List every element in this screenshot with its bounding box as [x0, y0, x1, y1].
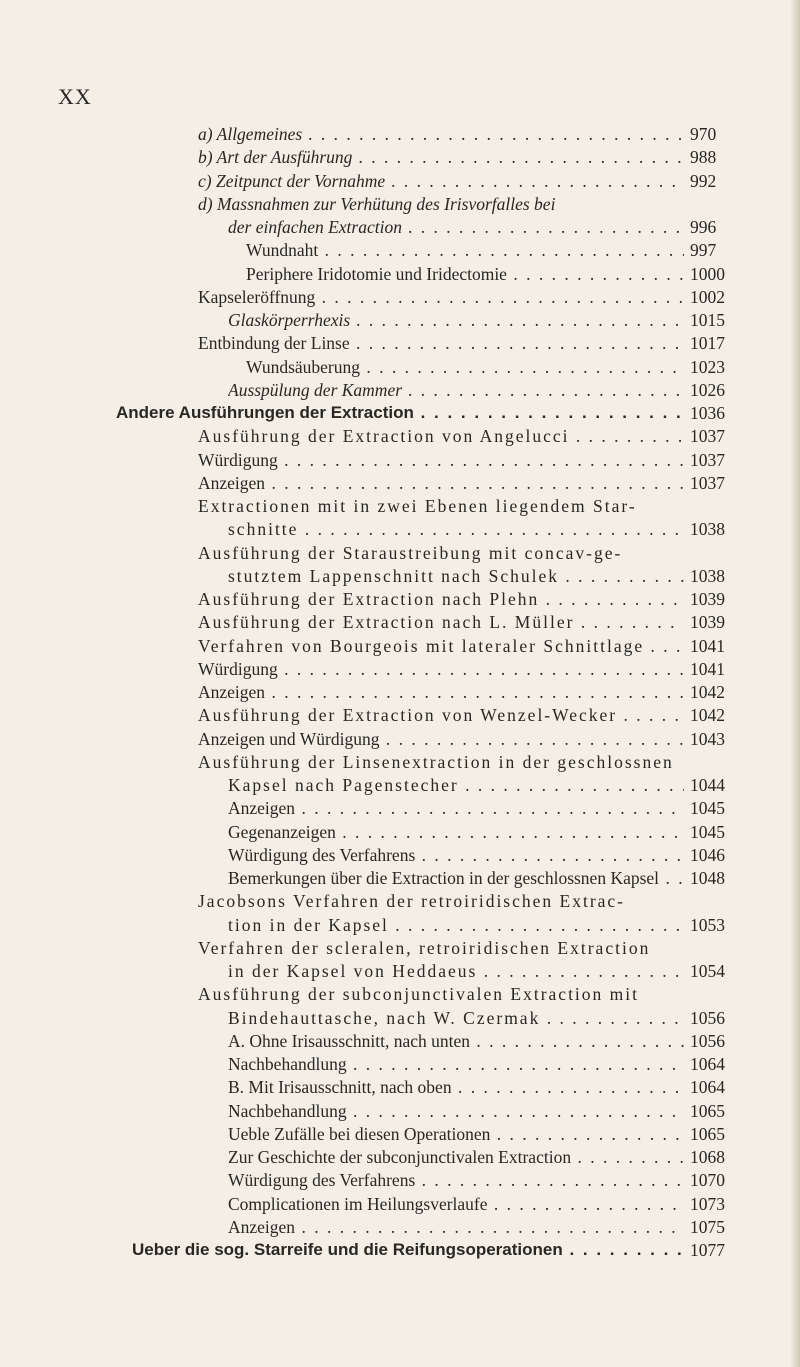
toc-entry-page: 1002 [690, 286, 725, 307]
toc-entry-title: Kapsel nach Pagenstecher . . . [228, 771, 684, 799]
toc-entry-page: 1015 [690, 310, 725, 330]
toc-entry-page: 1023 [690, 356, 725, 377]
toc-entry-page: 1044 [690, 775, 725, 795]
toc-entry-title: Anzeigen . . . [198, 678, 684, 706]
toc-entry-title: Ausführung der Extraction nach L. Müller . . . [198, 608, 684, 636]
toc-entry-title: Anzeigen . . . [198, 469, 684, 497]
toc-entry-title: Zur Geschichte der subconjunctivalen Extraction . . . [228, 1143, 684, 1171]
toc-entry-title: Würdigung . . . [198, 446, 684, 474]
toc-entry-title: Anzeigen und Würdigung . . . [198, 725, 684, 753]
toc-entry-title: Extractionen mit in zwei Ebenen liegendem Star- [198, 496, 637, 516]
page-edge-shadow [790, 0, 800, 1367]
toc-entry-title: Ueber die sog. Starreife und die Reifungsoperationen . . . [132, 1236, 684, 1264]
toc-entry-title: Nachbehandlung . . . [228, 1097, 684, 1125]
toc-entry-title: Complicationen im Heilungsverlaufe . . . [228, 1190, 684, 1218]
toc-entry-title: Wundsäuberung . . . [246, 353, 684, 381]
toc-entry-title: Anzeigen . . . [228, 1213, 684, 1241]
toc-entry-page: 1056 [690, 1007, 725, 1028]
toc-entry-page: 1045 [690, 798, 725, 819]
toc-entry-page: 1041 [690, 635, 725, 656]
toc-entry-title: stutztem Lappenschnitt nach Schulek . . . [228, 562, 684, 590]
toc-entry-title: Ausführung der subconjunctivalen Extraction mit [198, 984, 640, 1005]
toc-entry-title: Andere Ausführungen der Extraction . . . [116, 399, 684, 427]
toc-entry-page: 1048 [690, 868, 725, 888]
toc-entry-page: 970 [690, 124, 717, 144]
toc-entry-page: 1064 [690, 1077, 725, 1098]
toc-entry-title: Entbindung der Linse . . . [198, 329, 684, 357]
toc-entry-title: Verfahren der scleralen, retroiridischen Extraction [198, 937, 651, 958]
toc-entry-page: 1037 [690, 449, 725, 470]
toc-entry-title: Ausführung der Staraustreibung mit concav-ge- [198, 542, 623, 563]
toc-entry-page: 997 [690, 240, 717, 261]
toc-entry-title: Jacobsons Verfahren der retroiridischen Extrac- [198, 891, 626, 912]
toc-entry-page: 988 [690, 147, 717, 168]
toc-entry-page: 1037 [690, 426, 725, 447]
toc-entry-page: 1073 [690, 1193, 725, 1214]
toc-entry-title: in der Kapsel von Heddaeus . . . [228, 957, 684, 985]
toc-entry-page: 1043 [690, 728, 725, 749]
toc-entry [0, 1236, 800, 1264]
toc-entry-page: 1064 [690, 1054, 725, 1074]
toc-entry-title: Würdigung des Verfahrens . . . [228, 1166, 684, 1194]
toc-entry-title: Kapseleröffnung . . . [198, 283, 684, 311]
toc-entry-page: 1038 [690, 565, 725, 586]
toc-entry-page: 1041 [690, 658, 725, 679]
toc-entry-page: 996 [690, 217, 717, 237]
toc-entry-title: schnitte . . . [228, 515, 684, 543]
toc-entry-title: Ausführung der Extraction von Angelucci . . . [198, 422, 684, 450]
toc-entry-title: Ausführung der Extraction von Wenzel-Wecker . . . [198, 701, 684, 729]
toc-entry-page: 1075 [690, 1216, 725, 1237]
toc-entry-title: Ausführung der Extraction nach Plehn . . . [198, 585, 684, 613]
toc-entry-page: 1070 [690, 1170, 725, 1191]
toc-entry-title: Wundnaht . . . [246, 236, 684, 264]
toc-entry-title: Glaskörperrhexis . . . [228, 306, 684, 334]
toc-entry-page: 1056 [690, 1030, 725, 1051]
toc-entry-page: 1000 [690, 263, 725, 284]
toc-entry-page: 992 [690, 170, 717, 191]
toc-entry-page: 1077 [690, 1240, 725, 1260]
toc-entry-page: 1017 [690, 333, 725, 354]
toc-entry-page: 1036 [690, 403, 725, 423]
toc-entry-title: c) Zeitpunct der Vornahme . . . [198, 167, 684, 195]
toc-entry-page: 1042 [690, 682, 725, 702]
toc-entry-page: 1045 [690, 821, 725, 842]
toc-entry-title: Würdigung . . . [198, 655, 684, 683]
toc-entry-title: Anzeigen . . . [228, 794, 684, 822]
toc-entry-title: tion in der Kapsel . . . [228, 911, 684, 939]
toc-entry-title: B. Mit Irisausschnitt, nach oben . . . [228, 1073, 684, 1101]
toc-entry-title: Nachbehandlung . . . [228, 1050, 684, 1078]
toc-entry-page: 1054 [690, 961, 725, 981]
toc-entry-page: 1046 [690, 844, 725, 865]
toc-entry-title: Periphere Iridotomie und Iridectomie . . . [246, 260, 684, 288]
toc-entry-title: Bemerkungen über die Extraction in der geschlossnen Kapsel . . . [228, 864, 684, 892]
toc-entry-title: b) Art der Ausführung . . . [198, 143, 684, 171]
toc-entry-title: A. Ohne Irisausschnitt, nach unten . . . [228, 1027, 684, 1055]
page-number: XX [58, 84, 92, 109]
toc-entry-page: 1037 [690, 472, 725, 493]
toc-entry-title: Gegenanzeigen . . . [228, 818, 684, 846]
toc-entry-page: 1042 [690, 705, 725, 726]
toc-entry-title: Bindehauttasche, nach W. Czermak . . . [228, 1004, 684, 1032]
toc-entry-title: d) Massnahmen zur Verhütung des Irisvorfalles bei [198, 193, 556, 214]
toc-entry-page: 1065 [690, 1100, 725, 1121]
toc-entry-page: 1065 [690, 1123, 725, 1144]
toc-entry-page: 1026 [690, 379, 725, 400]
toc-entry-title: a) Allgemeines . . . [198, 120, 684, 148]
toc-entry-page: 1039 [690, 612, 725, 633]
toc-entry-title: Ueble Zufälle bei diesen Operationen . . . [228, 1120, 684, 1148]
toc-entry-page: 1039 [690, 589, 725, 609]
toc-entry-page: 1053 [690, 914, 725, 935]
toc-entry-page: 1038 [690, 519, 725, 540]
toc-entry-title: Ausführung der Linsenextraction in der geschlossnen [198, 751, 674, 772]
toc-entry-title: Verfahren von Bourgeois mit lateraler Schnittlage . . . [198, 632, 684, 660]
toc-entry-title: Ausspülung der Kammer . . . [228, 376, 684, 404]
toc-entry-page: 1068 [690, 1147, 725, 1167]
toc-entry-title: Würdigung des Verfahrens . . . [228, 841, 684, 869]
toc-entry-title: der einfachen Extraction . . . [228, 213, 684, 241]
